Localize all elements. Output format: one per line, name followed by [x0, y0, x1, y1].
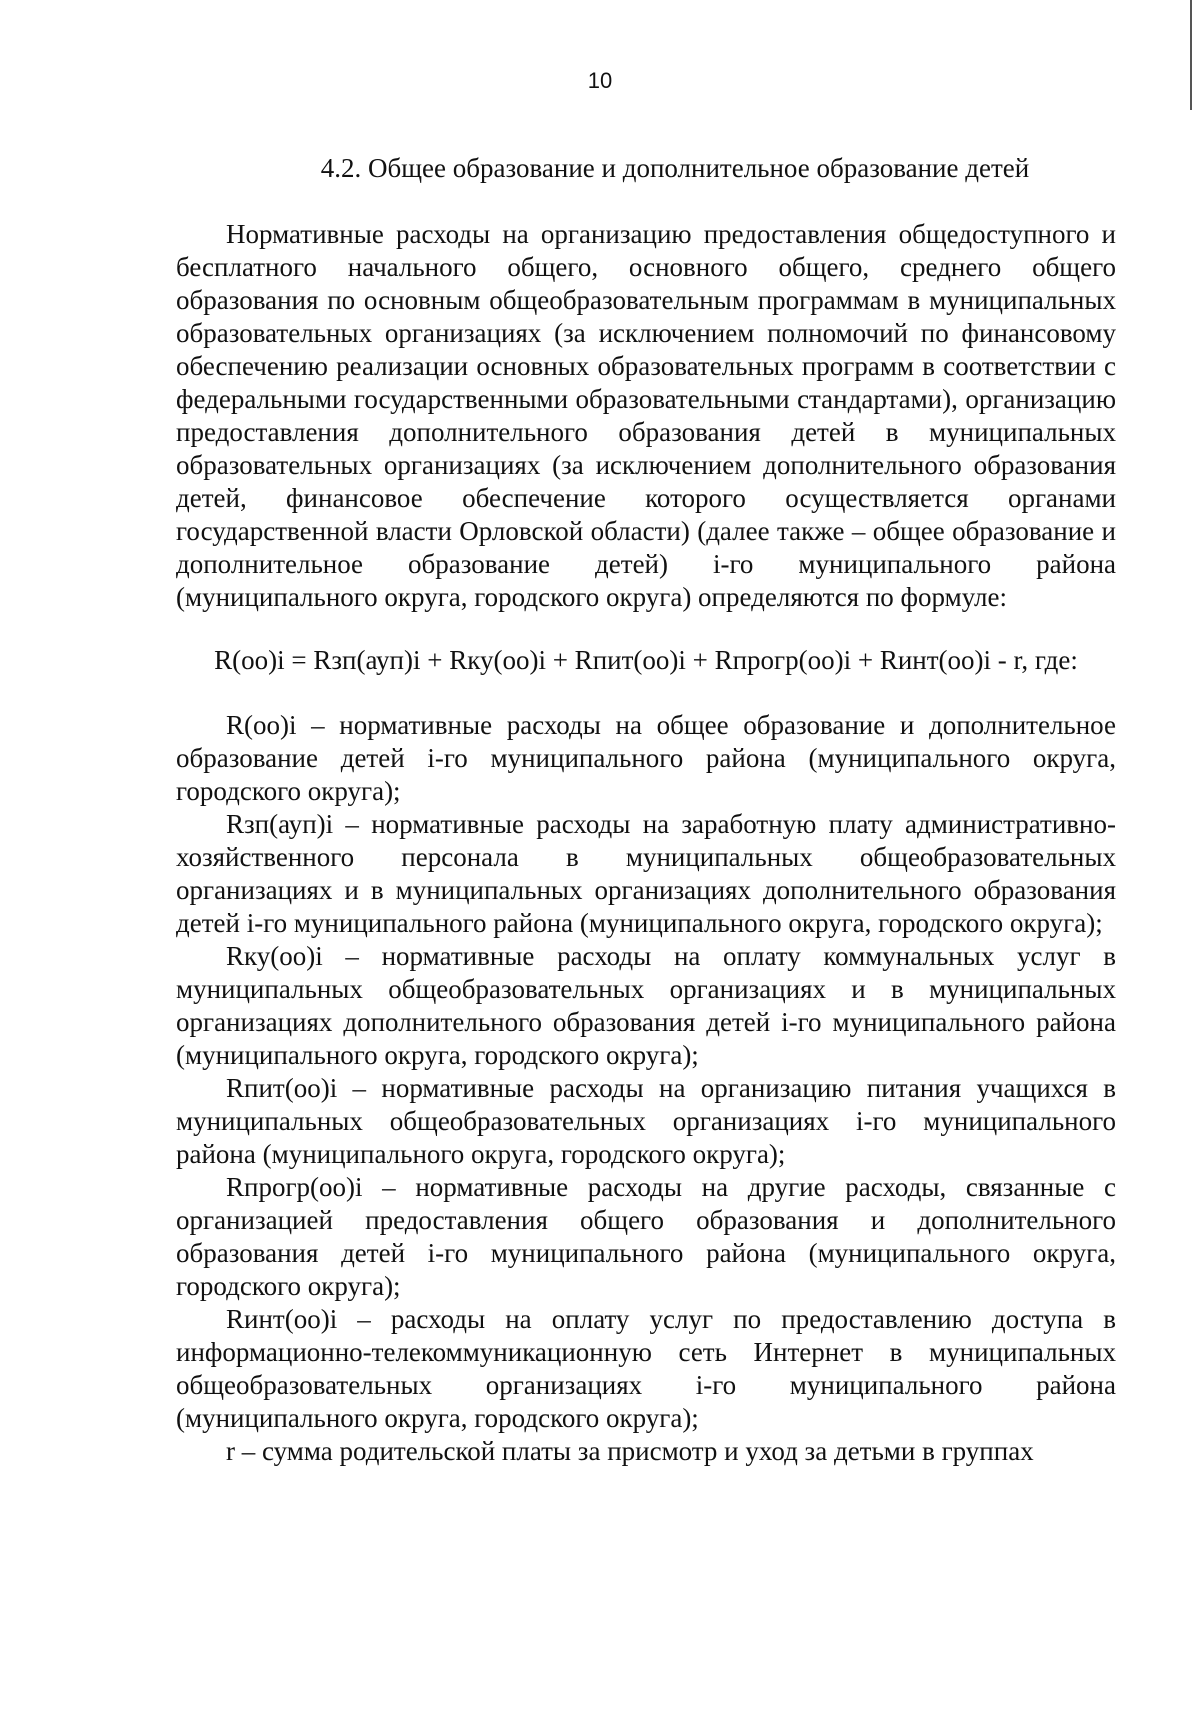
definition-r-progr-oo: Rпрогр(оо)i – нормативные расходы на другие расходы, связанные с организацией предоставления общего образования и дополнительного образования детей i-го муниципального района (муниципального округа, городского округа);	[176, 1172, 1116, 1301]
definition-r-int-oo: Rинт(оо)i – расходы на оплату услуг по предоставлению доступа в информационно-телекоммуникационную сеть Интернет в муниципальных общеобразовательных организациях i-го муниципального района (муниципального округа, городского округа);	[176, 1304, 1116, 1433]
definition-r-oo: R(оо)i – нормативные расходы на общее образование и дополнительное образование детей i-го муниципального района (муниципального округа, городского округа);	[176, 710, 1116, 806]
intro-paragraph: Нормативные расходы на организацию предоставления общедоступного и бесплатного начального общего, основного общего, среднего общего образования по основным общеобразовательным программам в муниципальных образовательных организациях (за исключением полномочий по финансовому обеспечению реализации основных образовательных программ в соответствии с федеральными государственными образовательными стандартами), организацию предоставления дополнительного образования детей в муниципальных образовательных организациях (за исключением дополнительного образования детей, финансовое обеспечение которого осуществляется органами государственной власти Орловской области) (далее также – общее образование и дополнительное образование детей) i-го муниципального района (муниципального округа, городского округа) определяются по формуле:	[176, 219, 1116, 612]
definition-r-pit-oo: Rпит(оо)i – нормативные расходы на организацию питания учащихся в муниципальных общеобразовательных организациях i-го муниципального района (муниципального округа, городского округа);	[176, 1073, 1116, 1169]
definition-r-ku-oo: Rку(оо)i – нормативные расходы на оплату коммунальных услуг в муниципальных общеобразовательных организациях и в муниципальных организациях дополнительного образования детей i-го муниципального района (муниципального округа, городского округа);	[176, 941, 1116, 1070]
page-number: 10	[587, 68, 613, 93]
formula: R(оо)i = Rзп(ауп)i + Rку(оо)i + Rпит(оо)i + Rпрогр(оо)i + Rинт(оо)i - r, где:	[214, 645, 1078, 675]
document-body	[176, 152, 1116, 1468]
section-title: 4.2. Общее образование и дополнительное образование детей	[320, 153, 1030, 183]
definition-r-parent-fee: r – сумма родительской платы за присмотр и уход за детьми в группах	[226, 1436, 1034, 1466]
definition-r-zp-aup: Rзп(ауп)i – нормативные расходы на заработную плату административно-хозяйственного персонала в муниципальных общеобразовательных организациях и в муниципальных организациях дополнительного образования детей i-го муниципального района (муниципального округа, городского округа);	[176, 809, 1116, 938]
